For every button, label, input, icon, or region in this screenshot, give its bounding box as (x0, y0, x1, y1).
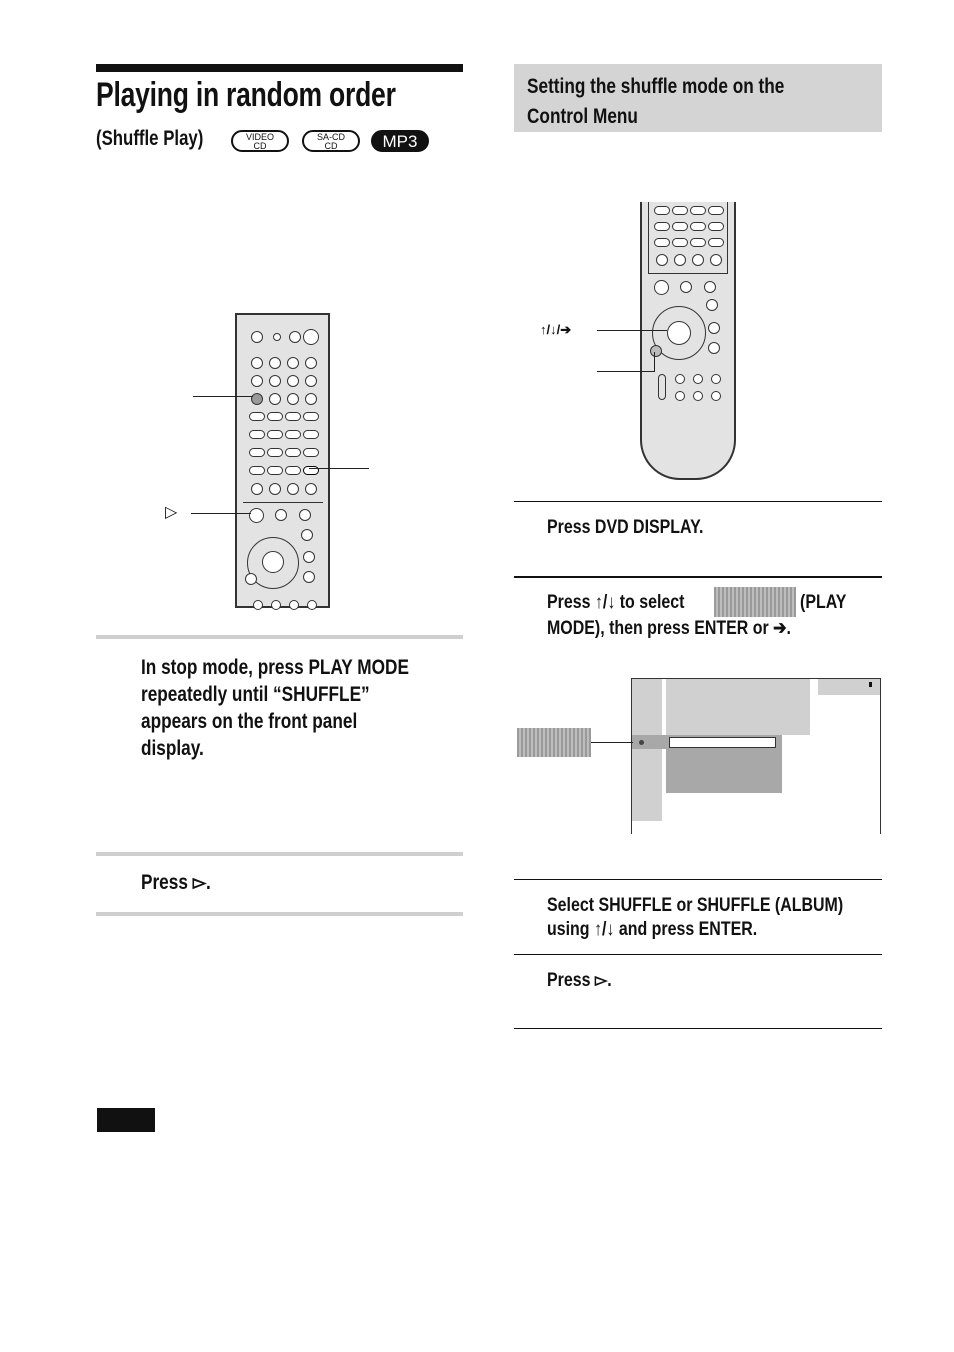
callout-line (193, 396, 253, 397)
control-menu-screen (631, 678, 881, 834)
play-mode-icon (714, 587, 796, 617)
callout-line (191, 513, 251, 514)
step-instruction: Press ▻. (141, 871, 211, 894)
step-instruction: Press ↑/↓ to select (547, 592, 685, 613)
step-divider (96, 852, 463, 856)
video-cd-badge: VIDEO CD (231, 130, 289, 152)
step-divider (514, 879, 882, 880)
step-instruction: (PLAY (800, 592, 847, 613)
callout-line (591, 742, 633, 743)
step-divider (514, 954, 882, 955)
step-instruction: Select SHUFFLE or SHUFFLE (ALBUM) using ↑/↓ and press ENTER. (547, 895, 844, 940)
section-heading: Setting the shuffle mode on the Control Menu (527, 75, 785, 128)
page-subtitle: (Shuffle Play) (96, 127, 204, 150)
step-divider (514, 501, 882, 502)
remote-control-illustration (235, 313, 330, 608)
step-divider (514, 576, 882, 578)
step-divider (96, 912, 463, 916)
remote-control-illustration (640, 202, 736, 480)
sa-cd-badge: SA-CD CD (302, 130, 360, 152)
mp3-badge: MP3 (371, 130, 429, 152)
callout-line (654, 352, 655, 372)
step-instruction: Press ▻. (547, 970, 612, 991)
step-divider (96, 635, 463, 639)
step-divider (514, 1028, 882, 1029)
callout-line (309, 468, 369, 469)
play-mode-icon (517, 728, 591, 757)
page-title: Playing in random order (96, 76, 396, 114)
step-instruction: In stop mode, press PLAY MODE repeatedly until “SHUFFLE” appears on the front panel display. (141, 656, 409, 760)
step-instruction: MODE), then press ENTER or ➔. (547, 618, 791, 639)
title-rule (96, 64, 463, 72)
callout-line (597, 330, 667, 331)
step-instruction: Press DVD DISPLAY. (547, 517, 704, 538)
play-symbol-label: ▷ (165, 504, 178, 521)
note-label-box (97, 1108, 155, 1132)
arrow-keys-label: ↑/↓/➔ (540, 322, 572, 337)
callout-line (597, 371, 654, 372)
